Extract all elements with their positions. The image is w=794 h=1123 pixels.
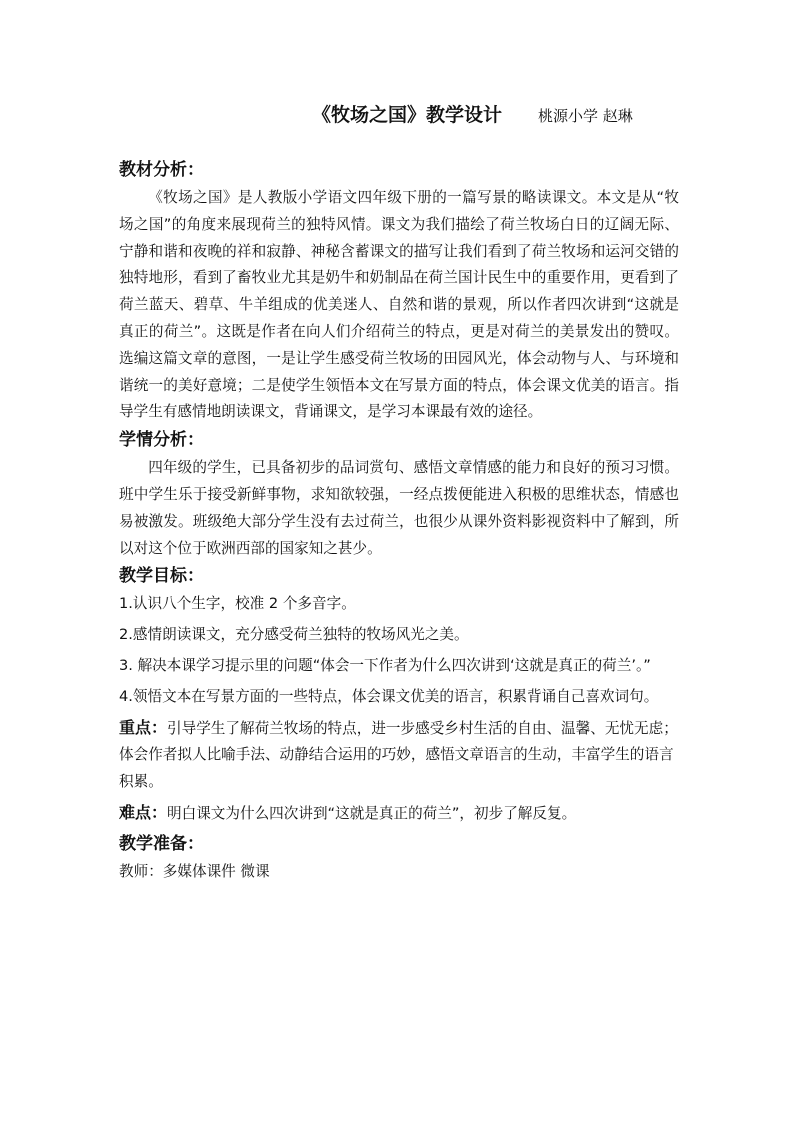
key-point-paragraph (119, 715, 679, 796)
objective-item-1: 1.认识八个生字，校准 2 个多音字。 (119, 595, 356, 613)
objective-item-2: 2.感情朗读课文，充分感受荷兰独特的牧场风光之美。 (119, 626, 469, 644)
difficulty-label: 难点： (119, 802, 168, 822)
preparation-text: 教师：多媒体课件 微课 (119, 862, 270, 880)
objective-item-4: 4.领悟文本在写景方面的一些特点，体会课文优美的语言，积累背诵自己喜欢词句。 (119, 687, 659, 705)
key-point-label: 重点： (119, 717, 168, 737)
difficulty-text: 明白课文为什么四次讲到“这就是真正的荷兰”，初步了解反复。 (167, 804, 577, 822)
section-heading-objectives: 教学目标： (119, 566, 204, 587)
difficulty-paragraph (119, 800, 679, 828)
section-heading-preparation: 教学准备： (119, 833, 204, 854)
title-line (312, 100, 633, 127)
document-body (119, 158, 679, 890)
objective-item-3: 3. 解决本课学习提示里的问题“体会一下作者为什么四次讲到‘这就是真正的荷兰’。” (119, 656, 651, 674)
material-analysis-paragraph: 《牧场之国》是人教版小学语文四年级下册的一篇写景的略读课文。本文是从“牧场之国”的角度来展现荷兰的独特风情。课文为我们描绘了荷兰牧场白日的辽阔无际、宁静和谐和夜晚的祥和寂静、神秘含蓄课文的描写让我们看到了荷兰牧场和运河交错的独特地形，看到了畜牧业尤其是奶牛和奶制品在荷兰国计民生中的重要作用，更看到了荷兰蓝天、碧草、牛羊组成的优美迷人、自然和谐的景观，所以作者四次讲到“这就是真正的荷兰”。这既是作者在向人们介绍荷兰的特点，更是对荷兰的美景发出的赞叹。选编这篇文章的意图，一是让学生感受荷兰牧场的田园风光，体会动物与人、与环境和谐统一的美好意境；二是使学生领悟本文在写景方面的特点，体会课文优美的语言。指导学生有感情地朗读课文，背诵课文，是学习本课最有效的途径。 (119, 189, 679, 421)
section-heading-material-analysis: 教材分析： (119, 160, 204, 180)
section-heading-student-analysis: 学情分析： (119, 430, 204, 451)
document-author: 桃源小学 赵琳 (538, 107, 633, 125)
key-point-text: 引导学生了解荷兰牧场的特点，进一步感受乡村生活的自由、温馨、无忧无虑；体会作者拟人比喻手法、动静结合运用的巧妙，感悟文章语言的生动，丰富学生的语言积累。 (119, 719, 678, 791)
document-title: 《牧场之国》教学设计 (312, 104, 503, 126)
student-analysis-paragraph: 四年级的学生，已具备初步的品词赏句、感悟文章情感的能力和良好的预习习惯。班中学生乐于接受新鲜事物，求知欲较强，一经点拨便能进入积极的思维状态，情感也易被激发。班级绝大部分学生没有去过荷兰，也很少从课外资料影视资料中了解到，所以对这个位于欧洲西部的国家知之甚少。 (119, 459, 679, 557)
